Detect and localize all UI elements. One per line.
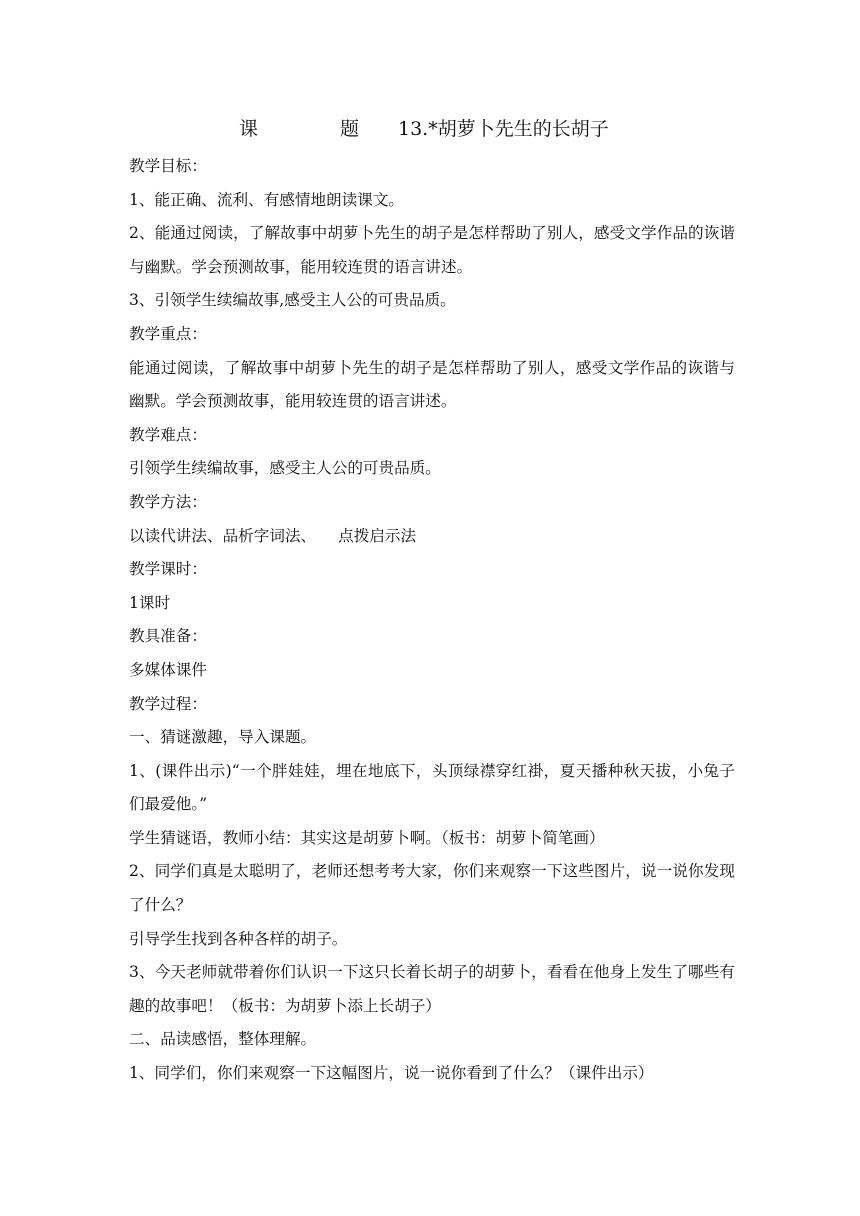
process-step-1-2: 2、同学们真是太聪明了，老师还想考考大家，你们来观察一下这些图片，说一说你发现了什么？ bbox=[129, 862, 735, 915]
goal-item-3: 3、引领学生续编故事,感受主人公的可贵品质。 bbox=[129, 291, 456, 310]
document-body bbox=[129, 150, 735, 1091]
method-text-part-1: 以读代讲法、品析字词法、 bbox=[129, 526, 317, 545]
focus-heading: 教学重点： bbox=[129, 324, 207, 343]
process-step-1-2b: 引导学生找到各种各样的胡子。 bbox=[129, 929, 348, 948]
title-label-2: 题 bbox=[340, 118, 360, 140]
focus-text: 能通过阅读，了解故事中胡萝卜先生的胡子是怎样帮助了别人，感受文学作品的诙谐与幽默。学会预测故事，能用较连贯的语言讲述。 bbox=[129, 358, 735, 411]
hours-heading: 教学课时： bbox=[129, 560, 207, 579]
goal-item-2: 2、能通过阅读，了解故事中胡萝卜先生的胡子是怎样帮助了别人，感受文学作品的诙谐与幽默。学会预测故事，能用较连贯的语言讲述。 bbox=[129, 224, 735, 276]
process-step-1-3: 3、今天老师就带着你们认识一下这只长着长胡子的胡萝卜，看看在他身上发生了哪些有趣的故事吧！（板书：为胡萝卜添上长胡子） bbox=[129, 963, 735, 1015]
goal-item-1: 1、能正确、流利、有感情地朗读课文。 bbox=[129, 190, 405, 209]
method-heading: 教学方法： bbox=[129, 492, 207, 511]
process-heading: 教学过程： bbox=[129, 694, 207, 713]
method-text bbox=[129, 520, 735, 554]
process-part-2-heading: 二、品读感悟，整体理解。 bbox=[129, 1030, 317, 1049]
process-step-1-1b: 学生猜谜语，教师小结：其实这是胡萝卜啊。（板书：胡萝卜简笔画） bbox=[129, 828, 605, 847]
tools-heading: 教具准备： bbox=[129, 627, 207, 646]
difficulty-heading: 教学难点： bbox=[129, 425, 207, 444]
process-part-1-heading: 一、猜谜激趣，导入课题。 bbox=[129, 728, 317, 747]
title-label-1: 课 bbox=[239, 118, 259, 140]
process-step-2-1: 1、同学们，你们来观察一下这幅图片，说一说你看到了什么？（课件出示） bbox=[129, 1064, 654, 1083]
lesson-title bbox=[0, 114, 860, 144]
hours-text: 1课时 bbox=[129, 593, 171, 612]
goals-heading: 教学目标： bbox=[129, 157, 207, 175]
difficulty-text: 引领学生续编故事，感受主人公的可贵品质。 bbox=[129, 459, 441, 478]
method-text-part-2: 点拨启示法 bbox=[338, 526, 417, 545]
tools-text: 多媒体课件 bbox=[129, 660, 207, 679]
title-text: 13.*胡萝卜先生的长胡子 bbox=[398, 118, 609, 140]
process-step-1-1: 1、(课件出示)“一个胖娃娃，埋在地底下，头顶绿襟穿红褂，夏天播种秋天拔，小兔子们最爱他。” bbox=[129, 761, 735, 814]
